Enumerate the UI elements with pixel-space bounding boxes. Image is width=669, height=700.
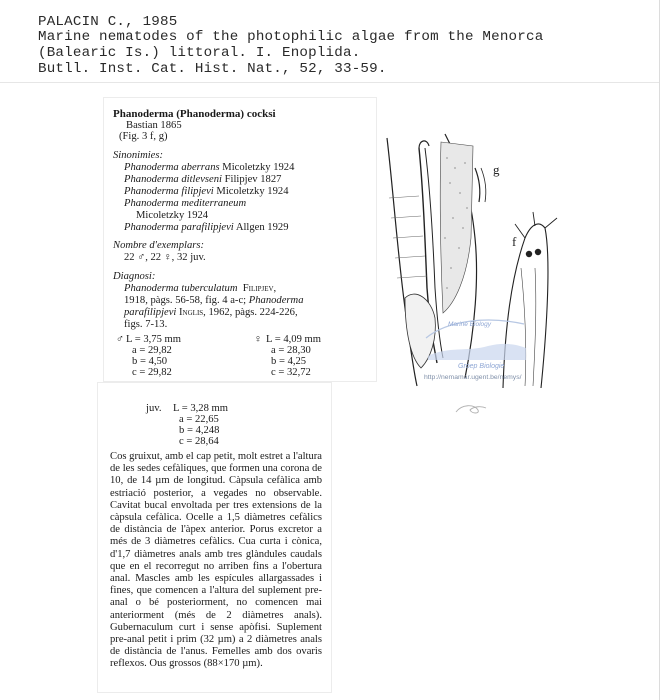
specimens-heading: Nombre d'exemplars: — [113, 240, 205, 251]
right-edge-line — [659, 0, 660, 700]
header-separator — [0, 82, 659, 83]
watermark-logo — [418, 312, 536, 382]
citation-title-line1: Marine nematodes of the photophilic algae from the Menorca — [38, 29, 544, 45]
figure-label-f: f — [512, 234, 517, 249]
synonym-item-author: Micoletzky 1924 — [136, 210, 209, 221]
diagnosis-line3: parafilipjevi Inglis, 1962, pàgs. 224-226, — [124, 307, 298, 318]
pencil-mark — [452, 400, 492, 418]
female-a: a = 28,30 — [271, 345, 311, 356]
male-L: L = 3,75 mm — [126, 334, 182, 345]
female-c: c = 32,72 — [271, 367, 311, 378]
female-L: L = 4,09 mm — [266, 334, 322, 345]
synonyms-heading: Sinonimies: — [113, 150, 164, 161]
juv-c: c = 28,64 — [179, 436, 219, 447]
synonym-item: Phanoderma mediterraneum — [124, 198, 247, 209]
specimens-value: 22 ♂, 22 ♀, 32 juv. — [124, 252, 206, 263]
synonym-item: Phanoderma parafilipjevi Allgen 1929 — [124, 222, 289, 233]
figure-label-g: g — [493, 162, 500, 177]
description-text: Cos gruixut, amb el cap petit, molt estret a l'altura de les sedes cefàliques, que formen una corona de 10, de 14 µm de longitud. Càpsula cefàlica amb estriació posterior, a vegades no observable. Cavitat bucal envoltada per tres extensions de la càpsula cefàlica. Ocelle a 1,5 diàmetres cefàlics de distància de l'àpex anterior. Porus excretor a més de 3 diàmetres cefàlics. Cua curta i cònica, d'1,7 diàmetres anals amb tres glàndules caudals que en el recorregut no arriben fins a l'obertura anal. Mascles amb les espícules allargassades i fines, que comencen a l'altura del suplement pre-anal o bé posteriorment, no comencen mai anteriorment (més de 2 diàmetres anals). Gubernaculum curt i sense apòfisi. Suplement pre-anal petit i prim (32 µm) a 2 diàmetres anals de distància de l'anus. Femelles amb dos ovaris reflexos. Ous grossos (88×170 µm). — [110, 451, 322, 670]
watermark-url: http://nemamar.ugent.be/nemys/ — [424, 374, 522, 381]
female-symbol: ♀ — [254, 334, 262, 345]
female-b: b = 4,25 — [271, 356, 307, 367]
citation-author-year: PALACIN C., 1985 — [38, 14, 178, 30]
synonym-item: Phanoderma filipjevi Micoletzky 1924 — [124, 186, 289, 197]
description-clipping — [98, 383, 331, 692]
species-title: Phanoderma (Phanoderma) cocksi — [113, 108, 276, 120]
juv-label: juv. — [146, 403, 162, 414]
species-clipping — [104, 98, 376, 381]
male-a: a = 29,82 — [132, 345, 172, 356]
citation-journal: Butll. Inst. Cat. Hist. Nat., 52, 33-59. — [38, 61, 387, 77]
juv-a: a = 22,65 — [179, 414, 219, 425]
species-author: Bastian 1865 — [126, 120, 182, 131]
citation-title-line2: (Balearic Is.) littoral. I. Enoplida. — [38, 45, 361, 61]
male-symbol: ♂ — [116, 334, 124, 345]
diagnosis-line2: 1918, pàgs. 56-58, fig. 4 a-c; Phanoderma — [124, 295, 304, 306]
watermark-top-text: Marine Biology — [448, 321, 491, 328]
juv-b: b = 4,248 — [179, 425, 220, 436]
synonym-item: Phanoderma aberrans Micoletzky 1924 — [124, 162, 295, 173]
male-c: c = 29,82 — [132, 367, 172, 378]
diagnosis-line1: Phanoderma tuberculatum Filipjev, — [124, 283, 277, 294]
synonym-item: Phanoderma ditlevseni Filipjev 1827 — [124, 174, 282, 185]
diagnosis-line4: figs. 7-13. — [124, 319, 168, 330]
male-b: b = 4,50 — [132, 356, 168, 367]
citation-header — [38, 14, 658, 76]
watermark-bottom-text: Groep Biologie — [458, 363, 505, 370]
juv-L: L = 3,28 mm — [173, 403, 229, 414]
species-figure-ref: (Fig. 3 f, g) — [119, 131, 168, 142]
diagnosis-heading: Diagnosi: — [113, 271, 156, 282]
